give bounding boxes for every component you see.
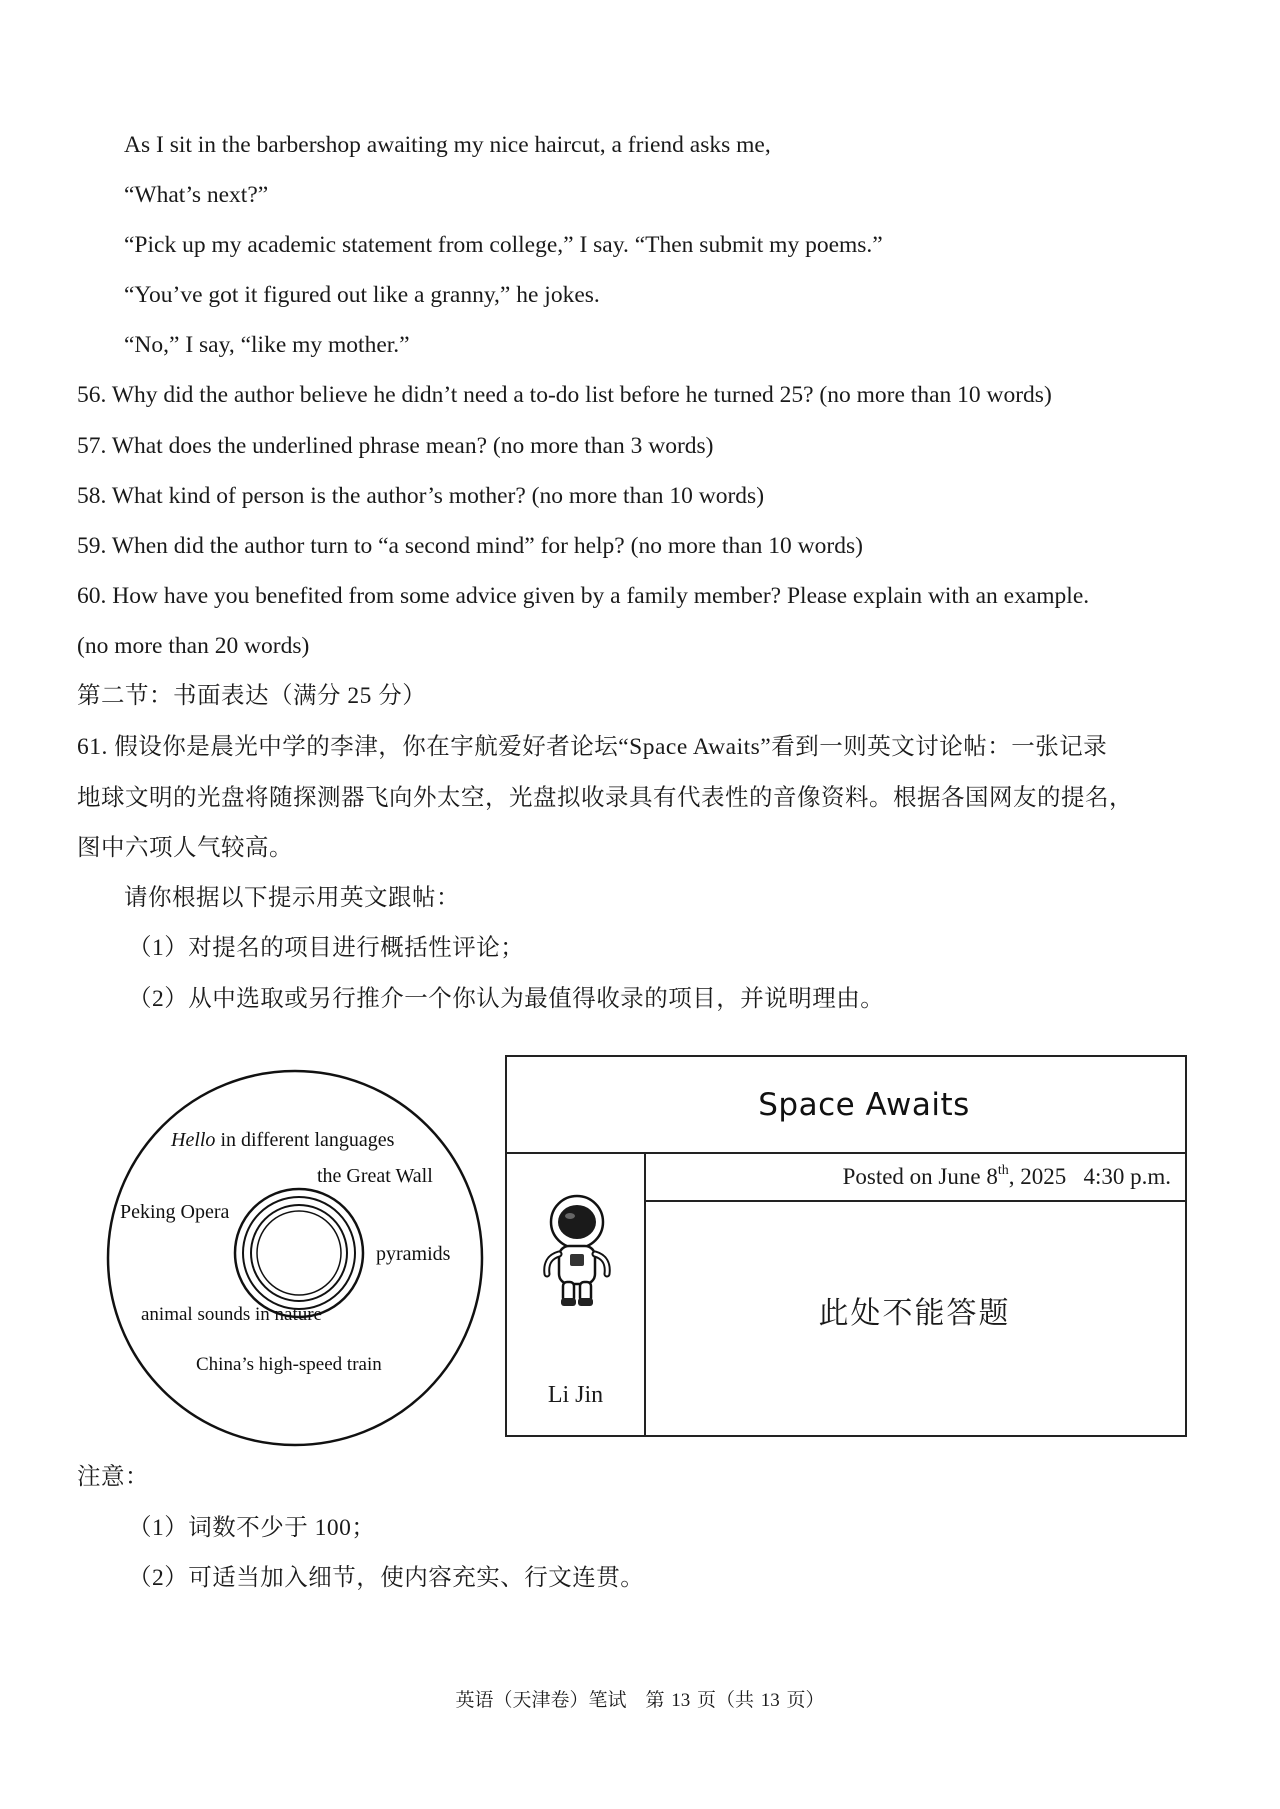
question-58: 58. What kind of person is the author’s mother? (no more than 10 words) (77, 483, 765, 509)
disc-hub-ring (251, 1205, 347, 1301)
disc-hub-ring (257, 1211, 341, 1295)
post-date-prefix: Posted on June 8 (842, 1164, 998, 1189)
task-prompt: 请你根据以下提示用英文跟帖： (124, 885, 460, 911)
disc-label-animal-sounds: animal sounds in nature (141, 1304, 322, 1325)
no-answer-notice: 此处不能答题 (818, 1295, 1011, 1331)
forum-author-panel (507, 1152, 646, 1435)
disc-label-high-speed-train: China’s high-speed train (196, 1354, 382, 1375)
passage-line: “Pick up my academic statement from college,” I say. “Then submit my poems.” (124, 232, 883, 258)
passage-line: “No,” I say, “like my mother.” (124, 332, 410, 358)
forum-author-name: Li Jin (547, 1382, 604, 1408)
disc-label-pyramids: pyramids (376, 1243, 451, 1265)
passage-line: “You’ve got it figured out like a granny,” he jokes. (124, 282, 600, 308)
disc-label-peking-opera: Peking Opera (120, 1201, 230, 1223)
question-57: 57. What does the underlined phrase mean? (no more than 3 words) (77, 433, 714, 459)
task-line: 地球文明的光盘将随探测器飞向外太空，光盘拟收录具有代表性的音像资料。根据各国网友的提名， (77, 785, 1133, 811)
disc-label-hello: Hello in different languages (171, 1129, 395, 1151)
passage-line: As I sit in the barbershop awaiting my nice haircut, a friend asks me, (124, 132, 771, 158)
forum-title: Space Awaits (758, 1086, 970, 1123)
task-line: 61. 假设你是晨光中学的李津，你在宇航爱好者论坛“Space Awaits”看到一则英文讨论帖：一张记录 (77, 734, 1108, 760)
question-59: 59. When did the author turn to “a second mind” for help? (no more than 10 words) (77, 533, 863, 559)
question-56: 56. Why did the author believe he didn’t need a to-do list before he turned 25? (no more than 10 words) (77, 382, 1052, 408)
notes-item: （2）可适当加入细节，使内容充实、行文连贯。 (128, 1565, 645, 1591)
cd-disc-figure (105, 1068, 485, 1448)
forum-post-box (505, 1055, 1187, 1437)
section-heading: 第二节：书面表达（满分 25 分） (77, 683, 427, 709)
forum-post-date (644, 1152, 1185, 1202)
notes-heading: 注意： (77, 1464, 149, 1490)
disc-label-great-wall: the Great Wall (317, 1165, 433, 1187)
astronaut-avatar-icon (537, 1192, 617, 1312)
task-point: （2）从中选取或另行推介一个你认为最值得收录的项目，并说明理由。 (128, 986, 885, 1012)
passage-line: “What’s next?” (124, 182, 269, 208)
forum-post-body (644, 1204, 1185, 1435)
post-date-suffix: , 2025 4:30 p.m. (1008, 1164, 1171, 1189)
question-60-limit: (no more than 20 words) (77, 633, 310, 659)
task-line: 图中六项人气较高。 (77, 835, 293, 861)
disc-hub-ring (243, 1197, 355, 1309)
page-footer: 英语（天津卷）笔试 第 13 页（共 13 页） (455, 1690, 825, 1711)
notes-item: （1）词数不少于 100； (128, 1515, 376, 1541)
question-60: 60. How have you benefited from some advice given by a family member? Please explain with an example. (77, 583, 1090, 609)
task-point: （1）对提名的项目进行概括性评论； (128, 935, 525, 961)
forum-title-row (507, 1057, 1185, 1154)
disc-hub-ring (235, 1189, 363, 1317)
post-date-ordinal: th (997, 1163, 1009, 1179)
